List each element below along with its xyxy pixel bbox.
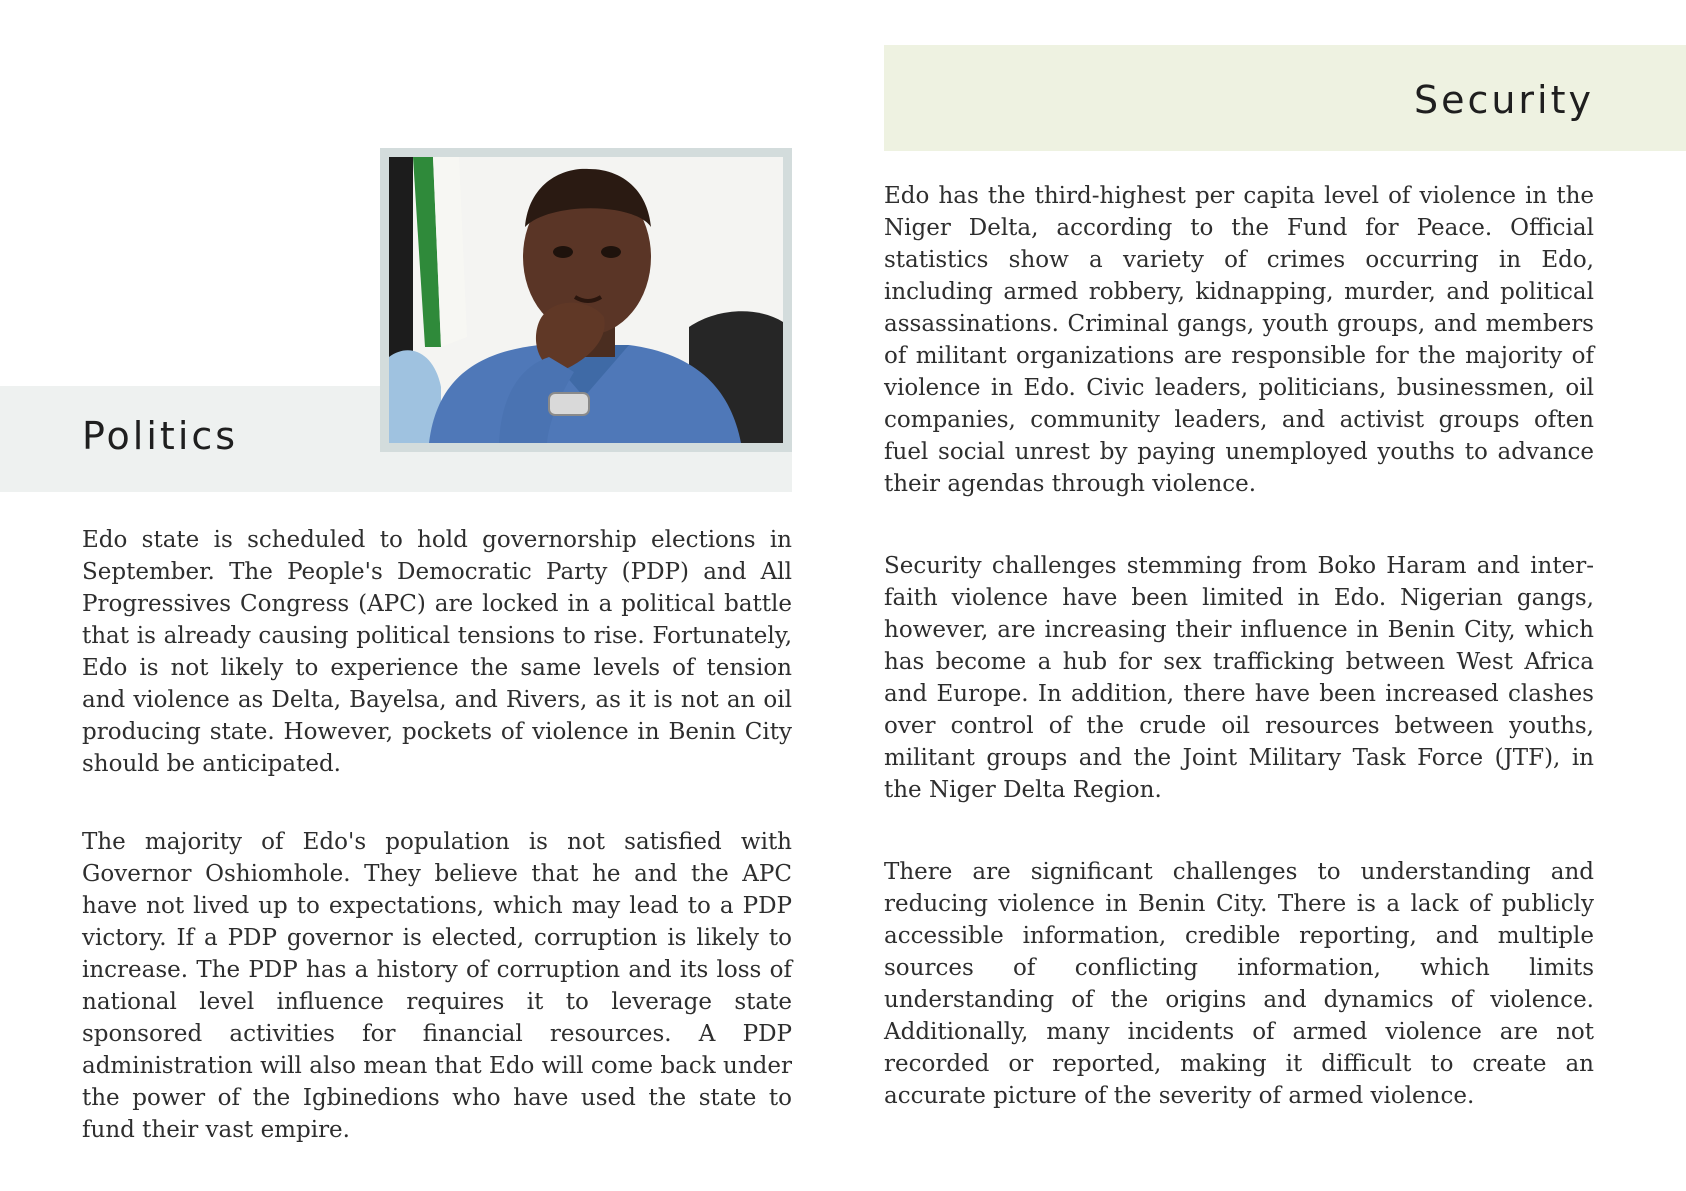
politics-paragraph-2: The majority of Edo's population is not satisfied with Governor Oshiomhole. They believe that he and the APC have not lived up to expectations, which may lead to a PDP victory. If a PDP governor is elected, corruption is likely to increase. The PDP has a history of corruption and its loss of national level influence requires it to leverage state sponsored activities for financial resources. A PDP administration will also mean that Edo will come back under the power of the Igbinedions who have used the state to fund their vast empire. — [82, 829, 792, 1143]
portrait-photo-icon — [389, 157, 783, 443]
security-paragraph-1: Edo has the third-highest per capita level of violence in the Niger Delta, according to the Fund for Peace. Official statistics show a variety of crimes occurring in Edo, including armed robbery, kidnapping, murder, and political assassinations. Criminal gangs, youth groups, and members of militant organizations are responsible for the majority of violence in Edo. Civic leaders, politicians, businessmen, oil companies, community leaders, and activist groups often fuel social unrest by paying unemployed youths to advance their agendas through violence. — [884, 183, 1594, 497]
security-paragraph-3: There are significant challenges to understanding and reducing violence in Benin City. There is a lack of publicly accessible information, credible reporting, and multiple sources of conflicting information, which limits understanding of the origins and dynamics of violence. Additionally, many incidents of armed violence are not recorded or reported, making it difficult to create an accurate picture of the severity of armed violence. — [884, 859, 1594, 1109]
security-paragraph-2: Security challenges stemming from Boko Haram and inter-faith violence have been limited in Edo. Nigerian gangs, however, are increasing their influence in Benin City, which has become a hub for sex trafficking between West Africa and Europe. In addition, there have been increased clashes over control of the crude oil resources between youths, militant groups and the Joint Military Task Force (JTF), in the Niger Delta Region. — [884, 553, 1594, 803]
portrait-photo-frame — [380, 148, 792, 452]
politics-heading: Politics — [82, 414, 239, 458]
politics-paragraph-1: Edo state is scheduled to hold governorship elections in September. The People's Democratic Party (PDP) and All Progressives Congress (APC) are locked in a political battle that is already causing political tensions to rise. Fortunately, Edo is not likely to experience the same levels of tension and violence as Delta, Bayelsa, and Rivers, as it is not an oil producing state. However, pockets of violence in Benin City should be anticipated. — [82, 527, 792, 777]
security-heading: Security — [1413, 78, 1594, 122]
